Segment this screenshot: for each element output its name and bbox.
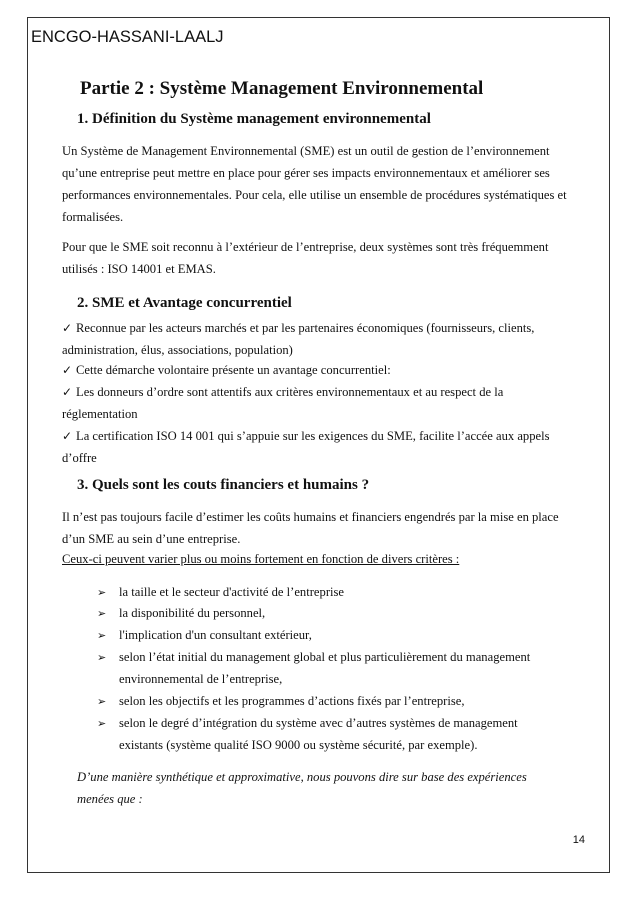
bullet-item bbox=[97, 606, 265, 621]
bullet-item bbox=[97, 650, 530, 665]
section2-line bbox=[62, 429, 550, 444]
italic-conclusion-line: D’une manière synthétique et approximative, nous pouvons dire sur base des expériences bbox=[77, 770, 527, 784]
section2-line: réglementation bbox=[62, 407, 138, 421]
section2-line: d’offre bbox=[62, 451, 97, 465]
document-page bbox=[27, 17, 610, 873]
section1-para2-line: Pour que le SME soit reconnu à l’extérieur de l’entreprise, deux systèmes sont très fréquemment bbox=[62, 240, 549, 254]
check-icon: ✓ bbox=[62, 321, 73, 335]
bullet-item bbox=[97, 716, 518, 731]
section2-line bbox=[62, 363, 391, 378]
bullet-text: la taille et le secteur d'activité de l’entreprise bbox=[119, 585, 344, 599]
check-icon: ✓ bbox=[62, 385, 73, 399]
section2-line bbox=[62, 321, 534, 336]
section2-line-text: Reconnue par les acteurs marchés et par les partenaires économiques (fournisseurs, clients, bbox=[76, 321, 535, 335]
section2-line-text: La certification ISO 14 001 qui s’appuie sur les exigences du SME, facilite l’accée aux appels bbox=[76, 429, 550, 443]
bullet-item bbox=[97, 694, 465, 709]
bullet-text: selon le degré d’intégration du système avec d’autres systèmes de management bbox=[119, 716, 518, 730]
section3-heading: 3. Quels sont les couts financiers et humains ? bbox=[77, 477, 370, 493]
bullet-item bbox=[97, 628, 312, 643]
arrow-bullet-icon: ➢ bbox=[97, 629, 107, 642]
arrow-bullet-icon: ➢ bbox=[97, 607, 107, 620]
section1-para1-line: formalisées. bbox=[62, 210, 124, 224]
section2-line-text: Cette démarche volontaire présente un avantage concurrentiel: bbox=[76, 363, 391, 377]
section2-line-text: Les donneurs d’ordre sont attentifs aux critères environnementaux et au respect de la bbox=[76, 385, 504, 399]
arrow-bullet-icon: ➢ bbox=[97, 717, 107, 730]
bullet-continuation: existants (système qualité ISO 9000 ou système sécurité, par exemple). bbox=[119, 738, 478, 752]
bullet-text: selon les objectifs et les programmes d’actions fixés par l’entreprise, bbox=[119, 694, 465, 708]
section1-para2-line: utilisés : ISO 14001 et EMAS. bbox=[62, 262, 216, 276]
bullet-item bbox=[97, 585, 344, 600]
arrow-bullet-icon: ➢ bbox=[97, 586, 107, 599]
bullet-text: l'implication d'un consultant extérieur, bbox=[119, 628, 312, 642]
section3-underlined-line: Ceux-ci peuvent varier plus ou moins fortement en fonction de divers critères : bbox=[62, 552, 460, 566]
section1-para1-line: qu’une entreprise peut mettre en place pour gérer ses impacts environnementaux et améliorer ses bbox=[62, 166, 550, 180]
section2-heading: 2. SME et Avantage concurrentiel bbox=[77, 295, 292, 311]
check-icon: ✓ bbox=[62, 363, 73, 377]
arrow-bullet-icon: ➢ bbox=[97, 695, 107, 708]
section3-para-line: d’un SME au sein d’une entreprise. bbox=[62, 532, 241, 546]
part-title: Partie 2 : Système Management Environnemental bbox=[80, 78, 484, 99]
bullet-continuation: environnemental de l’entreprise, bbox=[119, 672, 283, 686]
section3-para-line: Il n’est pas toujours facile d’estimer les coûts humains et financiers engendrés par la mise en place bbox=[62, 510, 559, 524]
check-icon: ✓ bbox=[62, 429, 73, 443]
section1-heading: 1. Définition du Système management environnemental bbox=[77, 111, 431, 127]
section1-para1-line: Un Système de Management Environnemental (SME) est un outil de gestion de l’environnement bbox=[62, 144, 550, 158]
page-number: 14 bbox=[572, 834, 585, 846]
header-title: ENCGO-HASSANI-LAALJ bbox=[31, 28, 224, 46]
bullet-text: selon l’état initial du management global et plus particulièrement du management bbox=[119, 650, 531, 664]
section2-line: administration, élus, associations, population) bbox=[62, 343, 293, 357]
section1-para1-line: performances environnementales. Pour cela, elle utilise un ensemble de procédures systématiques et bbox=[62, 188, 567, 202]
italic-conclusion-line: menées que : bbox=[77, 792, 143, 806]
section2-line bbox=[62, 385, 503, 400]
bullet-text: la disponibilité du personnel, bbox=[119, 606, 266, 620]
arrow-bullet-icon: ➢ bbox=[97, 651, 107, 664]
